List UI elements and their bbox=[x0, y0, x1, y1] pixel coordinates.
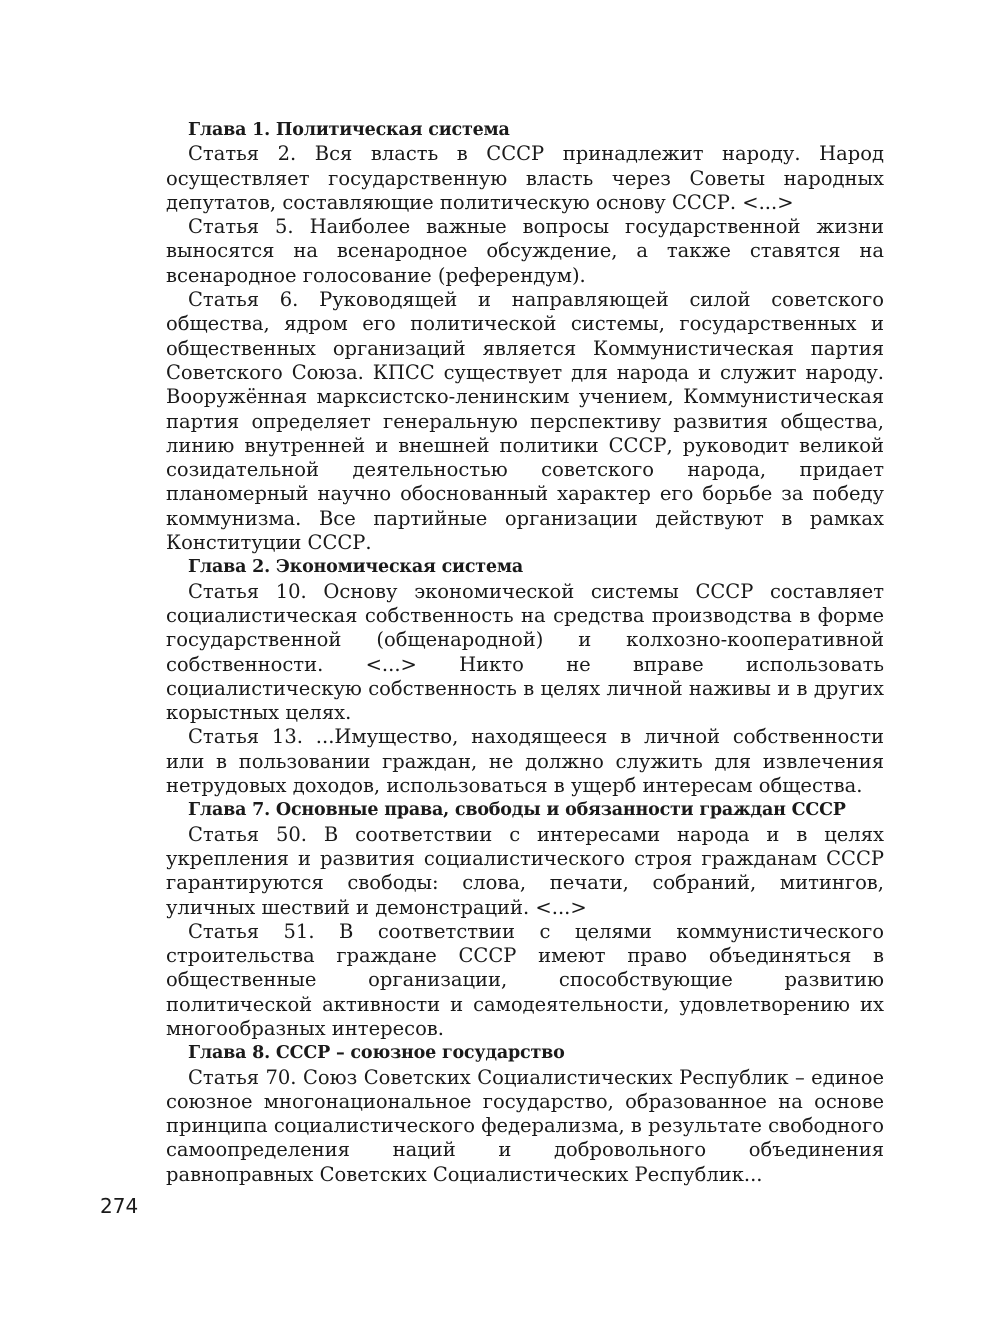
article-paragraph: Статья 50. В соответствии с интересами народа и в целях укрепления и развития социалистического строя гражданам СССР гарантируются свободы: слова, печати, собраний, митингов, уличных шествий и демонстраций. <...> bbox=[166, 822, 884, 919]
article-paragraph: Статья 5. Наиболее важные вопросы государственной жизни выносятся на всенародное обсуждение, а также ставятся на всенародное голосование (референдум). bbox=[166, 215, 884, 287]
article-paragraph: Статья 51. В соответствии с целями коммунистического строительства граждане СССР имеют право объединяться в общественные организации, способствующие развитию политической активности и самодеятельности, удовлетворению их многообразных интересов. bbox=[166, 919, 884, 1040]
article-paragraph: Статья 70. Союз Советских Социалистических Республик – единое союзное многонациональное государство, образованное на основе принципа социалистического федерализма, в результате свободного самоопределения наций и добровольного объединения равноправных Советских Социалистических Республик... bbox=[166, 1065, 884, 1186]
article-paragraph: Статья 10. Основу экономической системы СССР составляет социалистическая собственность на средства производства в форме государственной (общенародной) и колхозно-кооперативной собственности. <...> Никто не вправе использовать социалистическую собственность в целях личной наживы и в других корыстных целях. bbox=[166, 579, 884, 725]
article-paragraph: Статья 2. Вся власть в СССР принадлежит народу. Народ осуществляет государственную власть через Советы народных депутатов, составляющие политическую основу СССР. <...> bbox=[166, 142, 884, 214]
chapter-heading: Глава 7. Основные права, свободы и обязанности граждан СССР bbox=[188, 800, 846, 821]
article-paragraph: Статья 13. ...Имущество, находящееся в личной собственности или в пользовании граждан, не должно служить для извлечения нетрудовых доходов, использоваться в ущерб интересам общества. bbox=[166, 725, 884, 798]
chapter-heading: Глава 2. Экономическая система bbox=[188, 557, 524, 578]
chapter-heading: Глава 1. Политическая система bbox=[188, 120, 510, 140]
page-number: 274 bbox=[100, 1194, 139, 1218]
article-paragraph: Статья 6. Руководящей и направляющей силой советского общества, ядром его политической системы, государственных и общественных организаций является Коммунистическая партия Советского Союза. КПСС существует для народа и служит народу. Вооружённая марксистско-ленинским учением, Коммунистическая партия определяет генеральную перспективу развития общества, линию внутренней и внешней политики СССР, руководит великой созидательной деятельностью советского народа, придает планомерный научно обоснованный характер его борьбе за победу коммунизма. Все партийные организации действуют в рамках Конституции СССР. bbox=[166, 288, 884, 555]
document-body bbox=[166, 118, 884, 1187]
chapter-heading: Глава 8. СССР – союзное государство bbox=[188, 1043, 565, 1064]
